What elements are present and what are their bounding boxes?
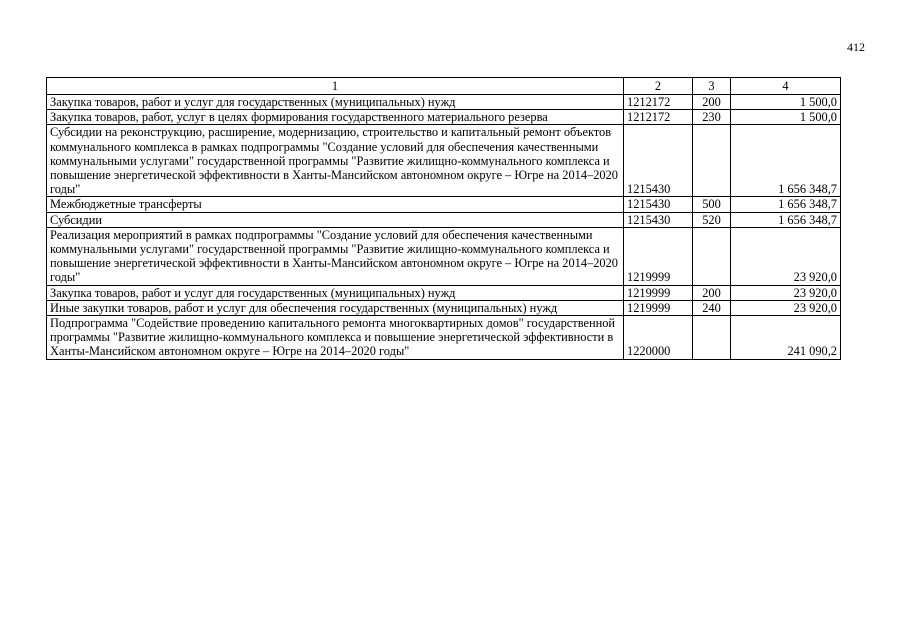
row-amount: 1 656 348,7 (731, 125, 841, 197)
table-row (47, 125, 841, 197)
row-type: 500 (693, 197, 731, 212)
row-type: 240 (693, 300, 731, 315)
table-row (47, 316, 841, 360)
row-amount: 23 920,0 (731, 300, 841, 315)
row-amount: 23 920,0 (731, 285, 841, 300)
table-header-row (47, 78, 841, 95)
row-code: 1215430 (624, 197, 693, 212)
table-row (47, 300, 841, 315)
table-row (47, 227, 841, 285)
row-type: 230 (693, 110, 731, 125)
row-amount: 1 500,0 (731, 110, 841, 125)
row-description: Закупка товаров, работ и услуг для государственных (муниципальных) нужд (47, 95, 624, 110)
row-type: 520 (693, 212, 731, 227)
row-description: Межбюджетные трансферты (47, 197, 624, 212)
table-row (47, 95, 841, 110)
row-type (693, 227, 731, 285)
row-amount: 1 656 348,7 (731, 212, 841, 227)
table-row (47, 212, 841, 227)
column-header-type: 3 (693, 78, 731, 95)
column-header-description: 1 (47, 78, 624, 95)
row-code: 1219999 (624, 300, 693, 315)
row-amount: 1 656 348,7 (731, 197, 841, 212)
column-header-amount: 4 (731, 78, 841, 95)
row-description: Субсидии на реконструкцию, расширение, модернизацию, строительство и капитальный ремонт объектов коммунального комплекса в рамках подпрограммы "Создание условий для обеспечения качественными коммунальными услугами" государственной программы "Развитие жилищно-коммунального комплекса и повышение энергетической эффективности в Ханты-Мансийском автономном округе – Югре на 2014–2020 годы" (47, 125, 624, 197)
row-description: Закупка товаров, работ, услуг в целях формирования государственного материального резерва (47, 110, 624, 125)
row-description: Реализация мероприятий в рамках подпрограммы "Создание условий для обеспечения качественными коммунальными услугами" государственной программы "Развитие жилищно-коммунального комплекса и повышение энергетической эффективности в Ханты-Мансийском автономном округе – Югре на 2014–2020 годы" (47, 227, 624, 285)
row-code: 1220000 (624, 316, 693, 360)
row-code: 1215430 (624, 212, 693, 227)
column-header-code: 2 (624, 78, 693, 95)
row-code: 1212172 (624, 95, 693, 110)
row-code: 1219999 (624, 227, 693, 285)
page-number: 412 (847, 40, 865, 54)
table-row (47, 197, 841, 212)
table-row (47, 110, 841, 125)
row-amount: 1 500,0 (731, 95, 841, 110)
row-type (693, 125, 731, 197)
row-description: Закупка товаров, работ и услуг для государственных (муниципальных) нужд (47, 285, 624, 300)
row-type (693, 316, 731, 360)
row-type: 200 (693, 95, 731, 110)
row-code: 1219999 (624, 285, 693, 300)
row-type: 200 (693, 285, 731, 300)
row-code: 1215430 (624, 125, 693, 197)
row-description: Субсидии (47, 212, 624, 227)
row-amount: 241 090,2 (731, 316, 841, 360)
row-amount: 23 920,0 (731, 227, 841, 285)
table-row (47, 285, 841, 300)
row-description: Иные закупки товаров, работ и услуг для обеспечения государственных (муниципальных) нужд (47, 300, 624, 315)
budget-table (46, 77, 841, 360)
row-description: Подпрограмма "Содействие проведению капитального ремонта многоквартирных домов" государственной программы "Развитие жилищно-коммунального комплекса и повышение энергетической эффективности в Ханты-Мансийском автономном округе – Югре на 2014–2020 годы" (47, 316, 624, 360)
row-code: 1212172 (624, 110, 693, 125)
